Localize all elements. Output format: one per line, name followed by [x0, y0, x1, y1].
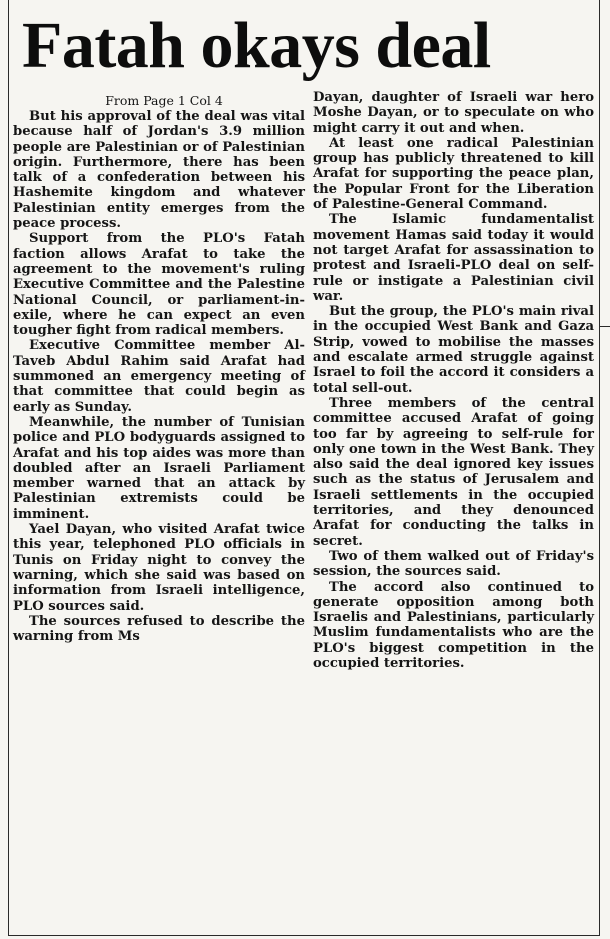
paragraph: Three members of the central committee accused Arafat of going too far by agreeing to self-rule for only one town in the West Bank. They also said the deal ignored key issues such as the status of Jerusalem and Israeli settlements in the occupied territories, and they denounced Arafat for conducting the talks in secret.: [313, 395, 594, 549]
left-border-rule: [8, 0, 9, 935]
right-border-rule: [599, 0, 600, 935]
paragraph: Yael Dayan, who visited Arafat twice this year, telephoned PLO officials in Tunis on Friday night to convey the warning, which she said was based on information from Israeli intelligence, PLO sources said.: [13, 522, 305, 614]
continued-paragraph: Dayan, daughter of Israeli war hero Moshe Dayan, or to speculate on who might carry it out and when.: [313, 90, 594, 136]
headline: Fatah okays deal: [22, 9, 491, 82]
column-2: [313, 90, 594, 671]
paragraph: But the group, the PLO's main rival in the occupied West Bank and Gaza Strip, vowed to mobilise the masses and escalate armed struggle against Israel to foil the accord it considers a total sell-out.: [313, 304, 594, 396]
dateline: From Page 1 Col 4: [105, 93, 223, 108]
paragraph: The sources refused to describe the warning from Ms: [13, 613, 305, 645]
column-1: [13, 92, 305, 644]
right-border-tick: [599, 326, 610, 327]
paragraph: Meanwhile, the number of Tunisian police and PLO bodyguards assigned to Arafat and his top aides was more than doubled after an Israeli Parliament member warned that an attack by Palestinian extremists could be imminent.: [13, 414, 305, 522]
bottom-border-rule: [8, 935, 600, 936]
paragraph: The Islamic fundamentalist movement Hamas said today it would not target Arafat for assassination to protest and Israeli-PLO deal on self-rule or instigate a Palestinian civil war.: [313, 212, 594, 304]
paragraph: At least one radical Palestinian group has publicly threatened to kill Arafat for supporting the peace plan, the Popular Front for the Liberation of Palestine-General Command.: [313, 135, 594, 213]
paragraph: Two of them walked out of Friday's session, the sources said.: [313, 548, 594, 580]
paragraph: Executive Committee member Al-Taveb Abdul Rahim said Arafat had summoned an emergency meeting of that committee that could begin as early as Sunday.: [13, 338, 305, 415]
paragraph: The accord also continued to generate opposition among both Israelis and Palestinians, particularly Muslim fundamentalists who are the PLO's biggest competition in the occupied territories.: [313, 579, 594, 671]
paragraph: Support from the PLO's Fatah faction allows Arafat to take the agreement to the movement's ruling Executive Committee and the Palestine National Council, or parliament-in-exile, where he can expect an even tougher fight from radical members.: [13, 231, 305, 339]
paragraph: But his approval of the deal was vital because half of Jordan's 3.9 million people are Palestinian or of Palestinian origin. Furthermore, there has been talk of a confederation between his Hashemite kingdom and whatever Palestinian entity emerges from the peace process.: [13, 109, 305, 232]
